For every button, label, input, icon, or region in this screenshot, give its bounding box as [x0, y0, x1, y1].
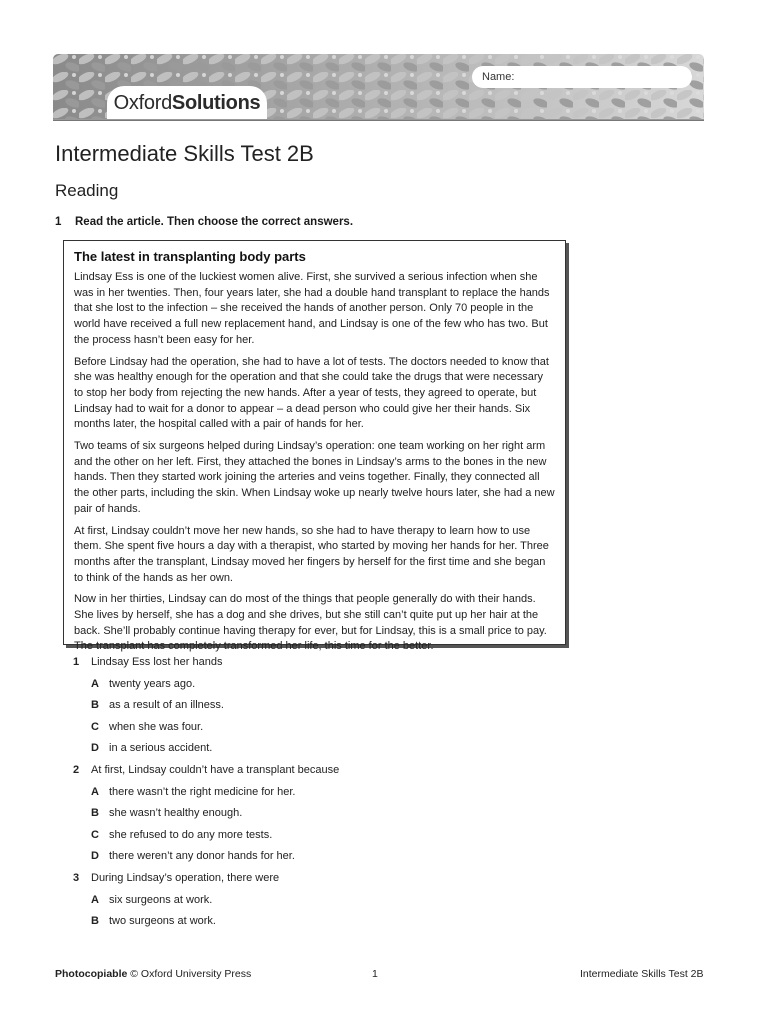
answer-option[interactable]	[73, 806, 339, 821]
instruction-number: 1	[55, 216, 62, 228]
section-title: Reading	[55, 181, 119, 200]
name-label: Name:	[482, 71, 515, 83]
oxford-solutions-logo	[107, 86, 267, 120]
article-paragraph: At first, Lindsay couldn’t move her new hands, so she had to have therapy to learn how to use them. She spent five hours a day with a therapist, who started by moving her hands for her. Three months after the transplant, Lindsay moved her fingers by herself for the first time and she began to think of the hands as her own.	[74, 524, 549, 584]
answer-option[interactable]	[73, 698, 339, 713]
copyright-text: © Oxford University Press	[130, 968, 252, 980]
option-letter: A	[91, 893, 99, 906]
question-stem: At first, Lindsay couldn’t have a transplant because	[91, 763, 340, 776]
article-heading: The latest in transplanting body parts	[74, 249, 306, 264]
answer-option[interactable]	[73, 849, 339, 864]
question-number: 2	[73, 763, 80, 776]
question-2	[73, 763, 339, 864]
option-text: when she was four.	[109, 720, 204, 733]
article-box	[63, 240, 566, 653]
header-rule	[53, 119, 704, 120]
option-letter: B	[91, 915, 99, 928]
question-list	[73, 655, 339, 936]
answer-option[interactable]	[73, 677, 339, 692]
option-text: six surgeons at work.	[109, 893, 213, 906]
answer-option[interactable]	[73, 741, 339, 756]
question-stem: Lindsay Ess lost her hands	[91, 656, 223, 668]
article-paragraph: Lindsay Ess is one of the luckiest women alive. First, she survived a serious infection when she was in her twenties. Then, four years later, she had a double hand transplant to replace the hands that she lost to the infection – she received the hands of another person. Only 70 people in the world have received a full new replacement hand, and Lindsay is one of the few who has two. But the process hasn’t been easy for her.	[74, 271, 550, 346]
answer-option[interactable]	[73, 785, 339, 800]
answer-option[interactable]	[73, 914, 339, 929]
question-1	[73, 655, 339, 756]
question-number: 1	[73, 656, 80, 668]
footer-test-name: Intermediate Skills Test 2B	[580, 968, 704, 980]
footer-left	[55, 968, 251, 980]
article-paragraph: Two teams of six surgeons helped during Lindsay’s operation: one team working on her right arm and the other on her left. First, they attached the bones in Lindsay’s arms to the bones in the new hands. Then they started work joining the arteries and veins together. Finally, they connected all the other parts, including the skin. When Lindsay woke up nearly twelve hours later, she had a new pair of hands.	[74, 440, 555, 515]
option-letter: A	[91, 785, 99, 798]
option-text: as a result of an illness.	[109, 699, 224, 712]
option-text: she refused to do any more tests.	[109, 828, 273, 841]
name-field[interactable]	[472, 66, 692, 88]
option-text: there weren’t any donor hands for her.	[109, 850, 295, 863]
question-number: 3	[73, 871, 80, 884]
page-number: 1	[372, 968, 378, 980]
instruction-text: Read the article. Then choose the correct answers.	[75, 216, 354, 228]
question-stem: During Lindsay’s operation, there were	[91, 871, 280, 884]
answer-option[interactable]	[73, 893, 339, 908]
option-letter: A	[91, 677, 99, 690]
answer-option[interactable]	[73, 828, 339, 843]
option-text: in a serious accident.	[109, 742, 213, 755]
option-text: two surgeons at work.	[109, 915, 216, 928]
brand-second: Solutions	[171, 92, 261, 114]
option-text: there wasn’t the right medicine for her.	[109, 785, 296, 798]
option-letter: C	[91, 720, 99, 733]
page-title: Intermediate Skills Test 2B	[55, 141, 314, 166]
answer-option[interactable]	[73, 720, 339, 735]
option-text: she wasn’t healthy enough.	[109, 807, 243, 820]
option-letter: D	[91, 850, 99, 863]
photocopiable-label: Photocopiable	[55, 968, 128, 980]
option-text: twenty years ago.	[109, 677, 196, 690]
option-letter: D	[91, 742, 99, 755]
article-paragraph: Before Lindsay had the operation, she had to have a lot of tests. The doctors needed to know that she was healthy enough for the operation and that she could take the drugs that were necessary to stop her body from rejecting the new hands. After a year of tests, they agreed to operate, but Lindsay had to wait for a donor to appear – a dead person who could give her their hands. Six months later, the hospital called with a pair of hands for her.	[74, 355, 549, 431]
option-letter: C	[91, 828, 99, 841]
brand-first: Oxford	[113, 92, 172, 114]
question-3	[73, 871, 339, 929]
instruction	[55, 216, 353, 228]
article-paragraph: Now in her thirties, Lindsay can do most of the things that people generally do with their hands. She lives by herself, she has a dog and she drives, but she still can’t quite put up her hair at the back. She’ll probably continue having therapy for ever, but for Lindsay, this is a small price to pay. The transplant has completely transformed her life, this time for the better.	[74, 593, 547, 653]
option-letter: B	[91, 699, 99, 712]
option-letter: B	[91, 807, 99, 820]
